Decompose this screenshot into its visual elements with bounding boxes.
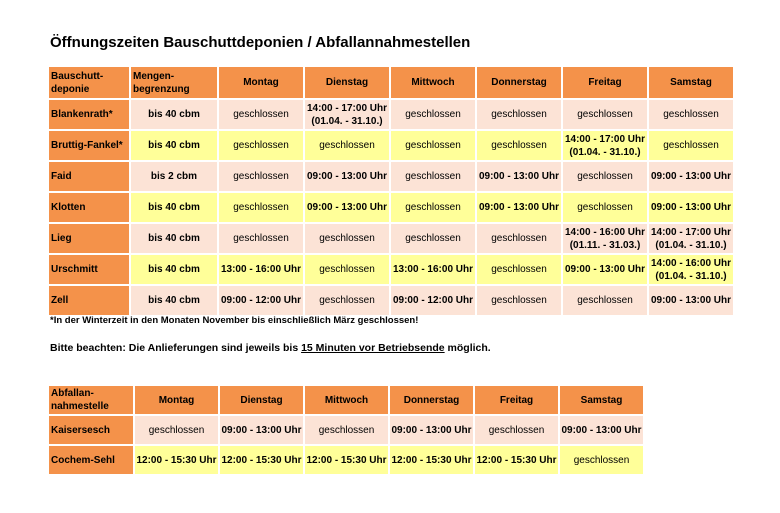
- header-freitag: Freitag: [475, 386, 558, 414]
- row-name: Cochem-Sehl: [49, 446, 133, 474]
- hours-cell: geschlossen: [477, 286, 561, 315]
- table-row: [49, 131, 733, 160]
- hours-cell: 09:00 - 13:00 Uhr: [305, 162, 389, 191]
- hours-cell: geschlossen: [391, 224, 475, 253]
- hours-cell: 09:00 - 13:00 Uhr: [477, 193, 561, 222]
- hours-cell: 12:00 - 15:30 Uhr: [220, 446, 303, 474]
- hours-cell: 12:00 - 15:30 Uhr: [390, 446, 473, 474]
- header-donnerstag: Donnerstag: [477, 67, 561, 98]
- table-row: [49, 416, 643, 444]
- row-limit: bis 40 cbm: [131, 224, 217, 253]
- hours-cell: geschlossen: [305, 131, 389, 160]
- hours-cell: 09:00 - 13:00 Uhr: [477, 162, 561, 191]
- hours-cell: geschlossen: [219, 193, 303, 222]
- row-limit: bis 40 cbm: [131, 286, 217, 315]
- hours-cell: 14:00 - 17:00 Uhr (01.04. - 31.10.): [649, 224, 733, 253]
- row-name: Kaisersesch: [49, 416, 133, 444]
- hours-cell: geschlossen: [391, 193, 475, 222]
- header-dienstag: Dienstag: [220, 386, 303, 414]
- table-header-row: [49, 386, 643, 414]
- header-montag: Montag: [219, 67, 303, 98]
- hours-cell: geschlossen: [649, 131, 733, 160]
- hours-cell: geschlossen: [563, 162, 647, 191]
- row-limit: bis 40 cbm: [131, 100, 217, 129]
- hours-cell: 09:00 - 13:00 Uhr: [563, 255, 647, 284]
- header-samstag: Samstag: [560, 386, 643, 414]
- hours-cell: geschlossen: [391, 131, 475, 160]
- notice-underlined: 15 Minuten vor Betriebsende: [301, 342, 445, 354]
- table-row: [49, 286, 733, 315]
- hours-cell: geschlossen: [219, 224, 303, 253]
- hours-cell: geschlossen: [477, 224, 561, 253]
- header-mittwoch: Mittwoch: [391, 67, 475, 98]
- header-dienstag: Dienstag: [305, 67, 389, 98]
- row-name: Blankenrath*: [49, 100, 129, 129]
- hours-cell: 13:00 - 16:00 Uhr: [219, 255, 303, 284]
- hours-cell: geschlossen: [475, 416, 558, 444]
- hours-cell: geschlossen: [649, 100, 733, 129]
- hours-cell: 09:00 - 13:00 Uhr: [390, 416, 473, 444]
- hours-cell: 14:00 - 17:00 Uhr (01.04. - 31.10.): [305, 100, 389, 129]
- table-header-row: [49, 67, 733, 98]
- delivery-notice: [50, 342, 491, 354]
- page-title: Öffnungszeiten Bauschuttdeponien / Abfallannahmestellen: [50, 34, 471, 51]
- hours-cell: 09:00 - 12:00 Uhr: [219, 286, 303, 315]
- hours-cell: 09:00 - 13:00 Uhr: [305, 193, 389, 222]
- hours-cell: geschlossen: [477, 100, 561, 129]
- hours-cell: geschlossen: [219, 100, 303, 129]
- hours-cell: geschlossen: [563, 286, 647, 315]
- row-name: Klotten: [49, 193, 129, 222]
- header-mengenbegrenzung: Mengen-begrenzung: [131, 67, 217, 98]
- notice-text: Bitte beachten: Die Anlieferungen sind jeweils bis: [50, 342, 302, 354]
- row-limit: bis 40 cbm: [131, 193, 217, 222]
- table-row: [49, 224, 733, 253]
- header-montag: Montag: [135, 386, 218, 414]
- row-limit: bis 40 cbm: [131, 255, 217, 284]
- header-samstag: Samstag: [649, 67, 733, 98]
- hours-cell: geschlossen: [477, 131, 561, 160]
- header-annahmestelle: Abfallan-nahmestelle: [49, 386, 133, 414]
- hours-cell: 14:00 - 16:00 Uhr (01.11. - 31.03.): [563, 224, 647, 253]
- hours-cell: geschlossen: [135, 416, 218, 444]
- row-name: Lieg: [49, 224, 129, 253]
- hours-cell: geschlossen: [305, 416, 388, 444]
- hours-cell: 14:00 - 17:00 Uhr (01.04. - 31.10.): [563, 131, 647, 160]
- hours-cell: geschlossen: [305, 255, 389, 284]
- deponie-table-body: [49, 100, 733, 315]
- deponie-table: [47, 65, 735, 317]
- row-limit: bis 40 cbm: [131, 131, 217, 160]
- hours-cell: 09:00 - 13:00 Uhr: [649, 286, 733, 315]
- hours-cell: geschlossen: [219, 131, 303, 160]
- table-row: [49, 162, 733, 191]
- row-name: Bruttig-Fankel*: [49, 131, 129, 160]
- hours-cell: 09:00 - 12:00 Uhr: [391, 286, 475, 315]
- header-mittwoch: Mittwoch: [305, 386, 388, 414]
- hours-cell: 09:00 - 13:00 Uhr: [220, 416, 303, 444]
- table-row: [49, 255, 733, 284]
- hours-cell: geschlossen: [305, 286, 389, 315]
- footnote: *In der Winterzeit in den Monaten November bis einschließlich März geschlossen!: [50, 315, 419, 326]
- hours-cell: 09:00 - 13:00 Uhr: [649, 162, 733, 191]
- notice-text-end: möglich.: [444, 342, 491, 354]
- hours-cell: 09:00 - 13:00 Uhr: [560, 416, 643, 444]
- hours-cell: 12:00 - 15:30 Uhr: [475, 446, 558, 474]
- hours-cell: geschlossen: [563, 193, 647, 222]
- hours-cell: 14:00 - 16:00 Uhr (01.04. - 31.10.): [649, 255, 733, 284]
- hours-cell: 12:00 - 15:30 Uhr: [135, 446, 218, 474]
- hours-cell: geschlossen: [391, 162, 475, 191]
- hours-cell: geschlossen: [305, 224, 389, 253]
- hours-cell: geschlossen: [560, 446, 643, 474]
- hours-cell: 09:00 - 13:00 Uhr: [649, 193, 733, 222]
- hours-cell: 12:00 - 15:30 Uhr: [305, 446, 388, 474]
- header-freitag: Freitag: [563, 67, 647, 98]
- annahmestelle-table-body: [49, 416, 643, 474]
- table-row: [49, 446, 643, 474]
- row-name: Zell: [49, 286, 129, 315]
- hours-cell: geschlossen: [219, 162, 303, 191]
- row-name: Faid: [49, 162, 129, 191]
- hours-cell: geschlossen: [563, 100, 647, 129]
- hours-cell: geschlossen: [477, 255, 561, 284]
- annahmestelle-table: [47, 384, 645, 476]
- header-deponie: Bauschutt-deponie: [49, 67, 129, 98]
- row-name: Urschmitt: [49, 255, 129, 284]
- hours-cell: geschlossen: [391, 100, 475, 129]
- row-limit: bis 2 cbm: [131, 162, 217, 191]
- hours-cell: 13:00 - 16:00 Uhr: [391, 255, 475, 284]
- header-donnerstag: Donnerstag: [390, 386, 473, 414]
- table-row: [49, 100, 733, 129]
- table-row: [49, 193, 733, 222]
